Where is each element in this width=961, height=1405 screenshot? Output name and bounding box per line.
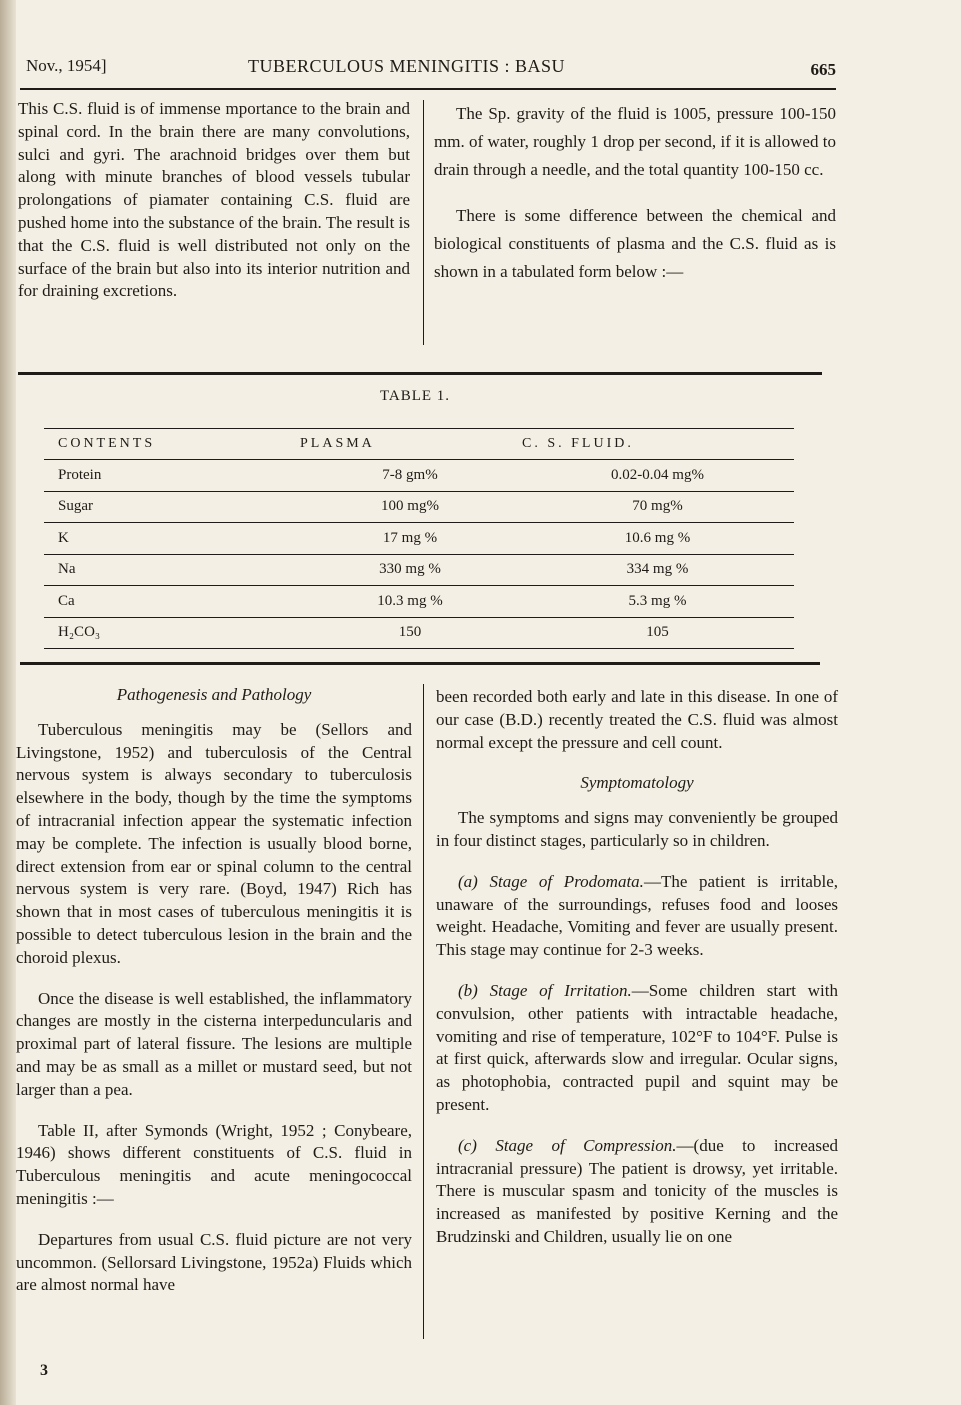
- stage-label: (c): [458, 1135, 477, 1155]
- stage-title: Stage of Prodomata.: [489, 871, 644, 891]
- stage-text: —Some children start with convulsion, other patients with intractable headache, vomiting and rise of temperature, 102°F to 104°F. Pulse is at first quick, afterwards slow and irregular. Ocular signs, as photophobia, contracted pupil and squint may be present.: [436, 980, 839, 1114]
- stage-label: (b): [458, 980, 478, 1000]
- table-intro-paragraph: There is some difference between the chemical and biological constituents of plasma and the C.S. fluid as is shown in a tabulated form below :—: [434, 206, 836, 281]
- specific-gravity-paragraph: The Sp. gravity of the fluid is 1005, pressure 100-150 mm. of water, roughly 1 drop per second, if it is allowed to drain through a needle, and the total quantity 100-150 cc.: [434, 104, 836, 179]
- table-row: [44, 523, 794, 555]
- header-plasma: PLASMA: [299, 429, 521, 460]
- symptomatology-heading: Symptomatology: [580, 773, 694, 793]
- stage-title: Stage of Irritation.: [489, 980, 632, 1000]
- intro-right-column: [434, 100, 836, 304]
- table-header-row: [44, 429, 794, 460]
- signature-number: 3: [40, 1362, 48, 1379]
- header-csf: C. S. FLUID.: [521, 429, 794, 460]
- cell-content: K: [44, 523, 299, 555]
- cell-content: Protein: [44, 460, 299, 492]
- pathogenesis-paragraph: Tuberculous meningitis may be (Sellors and Livingstone, 1952) and tuberculosis of the Central nervous system is always secondary to tuberculosis elsewhere in the body, though by the time the symptoms of intracranial infection appear the systematic infection may be complete. The infection is usually blood borne, direct extension from ear or spinal column to the central nervous system is very rare. (Boyd, 1947) Rich has shown that in most cases of tuberculous meningitis it is possible to detect tuberculous lesion in the brain and the choroid plexus.: [16, 719, 412, 967]
- cell-content: Na: [44, 554, 299, 586]
- pathogenesis-heading: Pathogenesis and Pathology: [116, 685, 312, 704]
- intro-left-column: [18, 98, 410, 321]
- table-row: [44, 586, 794, 618]
- departures-paragraph: Departures from usual C.S. fluid picture are not very uncommon. (Sellorsard Livingstone, 1952a) Fluids which are almost normal have: [16, 1229, 412, 1295]
- symptoms-intro-paragraph: The symptoms and signs may conveniently be grouped in four distinct stages, particularly so in children.: [436, 808, 838, 850]
- table-row: [44, 491, 794, 523]
- cell-content: Sugar: [44, 491, 299, 523]
- cell-plasma: 150: [299, 617, 521, 649]
- cell-csf: 10.6 mg %: [521, 523, 794, 555]
- stage-title: Stage of Compression.: [495, 1135, 677, 1155]
- pathology-paragraph: Once the disease is well established, the inflammatory changes are mostly in the cisterna interpeduncularis and proximal part of lateral fissure. The lesions are multiple and may be as small as a millet or mustard seed, but not larger than a pea.: [16, 988, 412, 1099]
- page-binding-edge: [0, 0, 16, 1405]
- symptomatology-column: [436, 686, 838, 1267]
- table-bottom-rule: [20, 662, 820, 665]
- stage-text: —The patient is irritable, unaware of the surroundings, refuses food and looses weight. Headache, Vomiting and fever are usually present. This stage may continue for 2-3 weeks.: [436, 871, 838, 960]
- column-divider-top: [423, 100, 424, 345]
- stage-label: (a): [458, 871, 478, 891]
- header-contents: CONTENTS: [44, 429, 299, 460]
- cell-csf: 0.02-0.04 mg%: [521, 460, 794, 492]
- cell-content: Ca: [44, 586, 299, 618]
- stage-irritation-paragraph: [436, 980, 838, 1117]
- cell-plasma: 17 mg %: [299, 523, 521, 555]
- issue-date: Nov., 1954]: [26, 56, 107, 75]
- table-caption: TABLE 1.: [379, 388, 451, 404]
- cell-content: H₂CO₃: [44, 617, 299, 649]
- header-rule: [20, 88, 836, 90]
- running-title: TUBERCULOUS MENINGITIS : BASU: [248, 56, 566, 76]
- pathogenesis-column: [16, 684, 412, 1315]
- stage-text: —(due to increased intracranial pressure) The patient is drowsy, yet irritable. There is muscular spasm and tonicity of the muscles is increased as manifested by positive Kerning and the Brudzinski and Children, usually lie on one: [436, 1135, 839, 1246]
- continuation-paragraph: been recorded both early and late in this disease. In one of our case (B.D.) recently treated the C.S. fluid was almost normal except the pressure and cell count.: [436, 687, 838, 752]
- table2-intro-paragraph: Table II, after Symonds (Wright, 1952 ; Conybeare, 1946) shows different constituents of C.S. fluid in Tuberculous meningitis and acute meningococcal meningitis :—: [16, 1120, 412, 1208]
- stage-prodomata-paragraph: [436, 871, 838, 962]
- running-header: [20, 52, 840, 84]
- cell-csf: 5.3 mg %: [521, 586, 794, 618]
- cell-plasma: 10.3 mg %: [299, 586, 521, 618]
- cell-csf: 334 mg %: [521, 554, 794, 586]
- cell-csf: 105: [521, 617, 794, 649]
- table-row: [44, 554, 794, 586]
- table-row: [44, 617, 794, 649]
- table-row: [44, 460, 794, 492]
- plasma-csf-table: [44, 428, 794, 649]
- cell-plasma: 330 mg %: [299, 554, 521, 586]
- cell-plasma: 100 mg%: [299, 491, 521, 523]
- stage-compression-paragraph: [436, 1135, 838, 1249]
- cell-csf: 70 mg%: [521, 491, 794, 523]
- intro-left-paragraph: This C.S. fluid is of immense mportance to the brain and spinal cord. In the brain there are many convolutions, sulci and gyri. The arachnoid bridges over them but along with minute branches of blood vessels tubular prolongations of piamater containing C.S. fluid are pushed home into the substance of the brain. The result is that the C.S. fluid is well distributed not only on the surface of the brain but also into its interior nutrition and for draining excretions.: [18, 99, 410, 301]
- cell-plasma: 7-8 gm%: [299, 460, 521, 492]
- page-number: 665: [810, 60, 836, 79]
- table-top-rule: [18, 372, 822, 375]
- column-divider-bottom: [423, 684, 424, 1339]
